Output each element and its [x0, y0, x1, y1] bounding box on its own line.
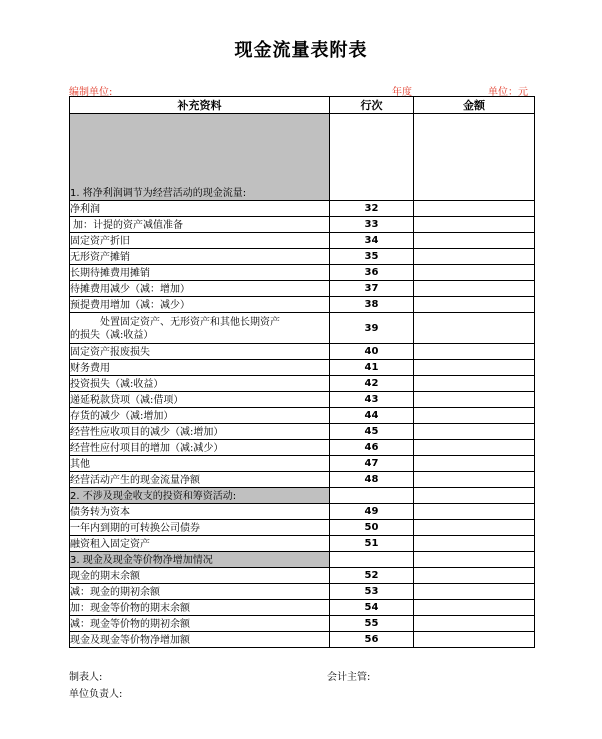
row-amount-cell[interactable] [414, 632, 535, 648]
row-line-number: 47 [330, 456, 414, 472]
row-line-number: 32 [330, 201, 414, 217]
row-label: 一年内到期的可转换公司债券 [70, 520, 330, 536]
section-1-amount-cell[interactable] [414, 114, 535, 201]
section-amount-cell[interactable] [414, 552, 535, 568]
row-line-number: 34 [330, 233, 414, 249]
table-row [70, 297, 535, 313]
table-row [70, 600, 535, 616]
table-row [70, 424, 535, 440]
table-row [70, 201, 535, 217]
reporting-unit-label: 编制单位: [69, 87, 113, 98]
row-line-number: 46 [330, 440, 414, 456]
section-amount-cell[interactable] [414, 488, 535, 504]
row-label: 融资租入固定资产 [70, 536, 330, 552]
section-line-cell [330, 552, 414, 568]
row-label: 递延税款贷项（减:借项） [70, 392, 330, 408]
row-amount-cell[interactable] [414, 536, 535, 552]
row-label [70, 313, 330, 344]
currency-unit-label: 单位：元 [488, 87, 528, 98]
row-line-number: 43 [330, 392, 414, 408]
section-line-cell [330, 488, 414, 504]
footer-preparer: 制表人: [69, 672, 103, 683]
row-line-number: 49 [330, 504, 414, 520]
row-amount-cell[interactable] [414, 440, 535, 456]
table-row [70, 233, 535, 249]
row-label: 债务转为资本 [70, 504, 330, 520]
row-line-number: 36 [330, 265, 414, 281]
row-amount-cell[interactable] [414, 504, 535, 520]
row-amount-cell[interactable] [414, 201, 535, 217]
row-amount-cell[interactable] [414, 313, 535, 344]
row-label: 减：现金的期初余额 [70, 584, 330, 600]
row-amount-cell[interactable] [414, 520, 535, 536]
row-amount-cell[interactable] [414, 456, 535, 472]
table-row [70, 392, 535, 408]
row-amount-cell[interactable] [414, 217, 535, 233]
table-row [70, 376, 535, 392]
row-label: 现金及现金等价物净增加额 [70, 632, 330, 648]
row-line-number: 52 [330, 568, 414, 584]
section-label: 2. 不涉及现金收支的投资和筹资活动: [70, 488, 330, 504]
table-row [70, 472, 535, 488]
row-label: 固定资产报废损失 [70, 344, 330, 360]
table-row [70, 249, 535, 265]
row-label: 经营性应付项目的增加（减:减少） [70, 440, 330, 456]
table-row [70, 568, 535, 584]
row-line-number: 51 [330, 536, 414, 552]
table-row [70, 217, 535, 233]
row-line-number: 37 [330, 281, 414, 297]
year-label: 年度 [392, 87, 412, 98]
row-amount-cell[interactable] [414, 297, 535, 313]
row-label: 存货的减少（减:增加） [70, 408, 330, 424]
row-label: 固定资产折旧 [70, 233, 330, 249]
row-amount-cell[interactable] [414, 424, 535, 440]
row-line-number: 33 [330, 217, 414, 233]
footer-accountant: 会计主管: [327, 672, 371, 683]
row-amount-cell[interactable] [414, 344, 535, 360]
row-amount-cell[interactable] [414, 233, 535, 249]
row-line-number: 56 [330, 632, 414, 648]
row-amount-cell[interactable] [414, 616, 535, 632]
row-label: 加：计提的资产减值准备 [70, 217, 330, 233]
row-amount-cell[interactable] [414, 408, 535, 424]
row-line-number: 41 [330, 360, 414, 376]
table-row [70, 520, 535, 536]
row-label: 投资损失（减:收益） [70, 376, 330, 392]
row-label: 其他 [70, 456, 330, 472]
page-title: 现金流量表附表 [234, 40, 368, 61]
section-1-row [70, 114, 535, 201]
table-row [70, 408, 535, 424]
row-label: 财务费用 [70, 360, 330, 376]
row-amount-cell[interactable] [414, 360, 535, 376]
row-line-number: 55 [330, 616, 414, 632]
row-line-number: 54 [330, 600, 414, 616]
row-amount-cell[interactable] [414, 600, 535, 616]
table-row [70, 440, 535, 456]
footer-unit-head: 单位负责人: [69, 689, 123, 700]
table-row [70, 504, 535, 520]
row-amount-cell[interactable] [414, 392, 535, 408]
table-row [70, 456, 535, 472]
row-amount-cell[interactable] [414, 265, 535, 281]
table-row [70, 344, 535, 360]
section-row [70, 488, 535, 504]
table-row [70, 536, 535, 552]
table-row [70, 616, 535, 632]
row-amount-cell[interactable] [414, 584, 535, 600]
section-1-line-cell [330, 114, 414, 201]
row-line-number: 42 [330, 376, 414, 392]
row-amount-cell[interactable] [414, 249, 535, 265]
row-line-number: 35 [330, 249, 414, 265]
section-1-label: 1. 将净利润调节为经营活动的现金流量: [70, 114, 330, 201]
row-line-number: 53 [330, 584, 414, 600]
table-row [70, 584, 535, 600]
row-label: 净利润 [70, 201, 330, 217]
row-label: 减：现金等价物的期初余额 [70, 616, 330, 632]
header-row [70, 97, 535, 114]
row-amount-cell[interactable] [414, 281, 535, 297]
section-label: 3. 现金及现金等价物净增加情况 [70, 552, 330, 568]
row-label: 预提费用增加（减：减少） [70, 297, 330, 313]
row-label: 无形资产摊销 [70, 249, 330, 265]
row-line-number: 38 [330, 297, 414, 313]
row-label-line-2: 的损失（减:收益） [70, 330, 154, 341]
row-label: 经营活动产生的现金流量净额 [70, 472, 330, 488]
row-line-number: 48 [330, 472, 414, 488]
row-label: 现金的期末余额 [70, 568, 330, 584]
row-line-number: 40 [330, 344, 414, 360]
row-label: 长期待摊费用摊销 [70, 265, 330, 281]
table-row [70, 632, 535, 648]
row-line-number: 50 [330, 520, 414, 536]
table-row [70, 360, 535, 376]
row-line-number: 45 [330, 424, 414, 440]
row-label-line-1: 处置固定资产、无形资产和其他长期资产 [100, 317, 280, 328]
row-label: 待摊费用减少（减：增加） [70, 281, 330, 297]
table-row [70, 265, 535, 281]
row-amount-cell[interactable] [414, 568, 535, 584]
header-line-number: 行次 [330, 97, 414, 114]
header-supplementary-info: 补充资料 [70, 97, 330, 114]
row-label: 加：现金等价物的期末余额 [70, 600, 330, 616]
section-row [70, 552, 535, 568]
cash-flow-supplement-table [69, 96, 535, 648]
header-amount: 金额 [414, 97, 535, 114]
row-amount-cell[interactable] [414, 472, 535, 488]
row-label: 经营性应收项目的减少（减:增加） [70, 424, 330, 440]
row-line-number: 39 [330, 313, 414, 344]
row-amount-cell[interactable] [414, 376, 535, 392]
row-line-number: 44 [330, 408, 414, 424]
table-row [70, 313, 535, 344]
table-row [70, 281, 535, 297]
